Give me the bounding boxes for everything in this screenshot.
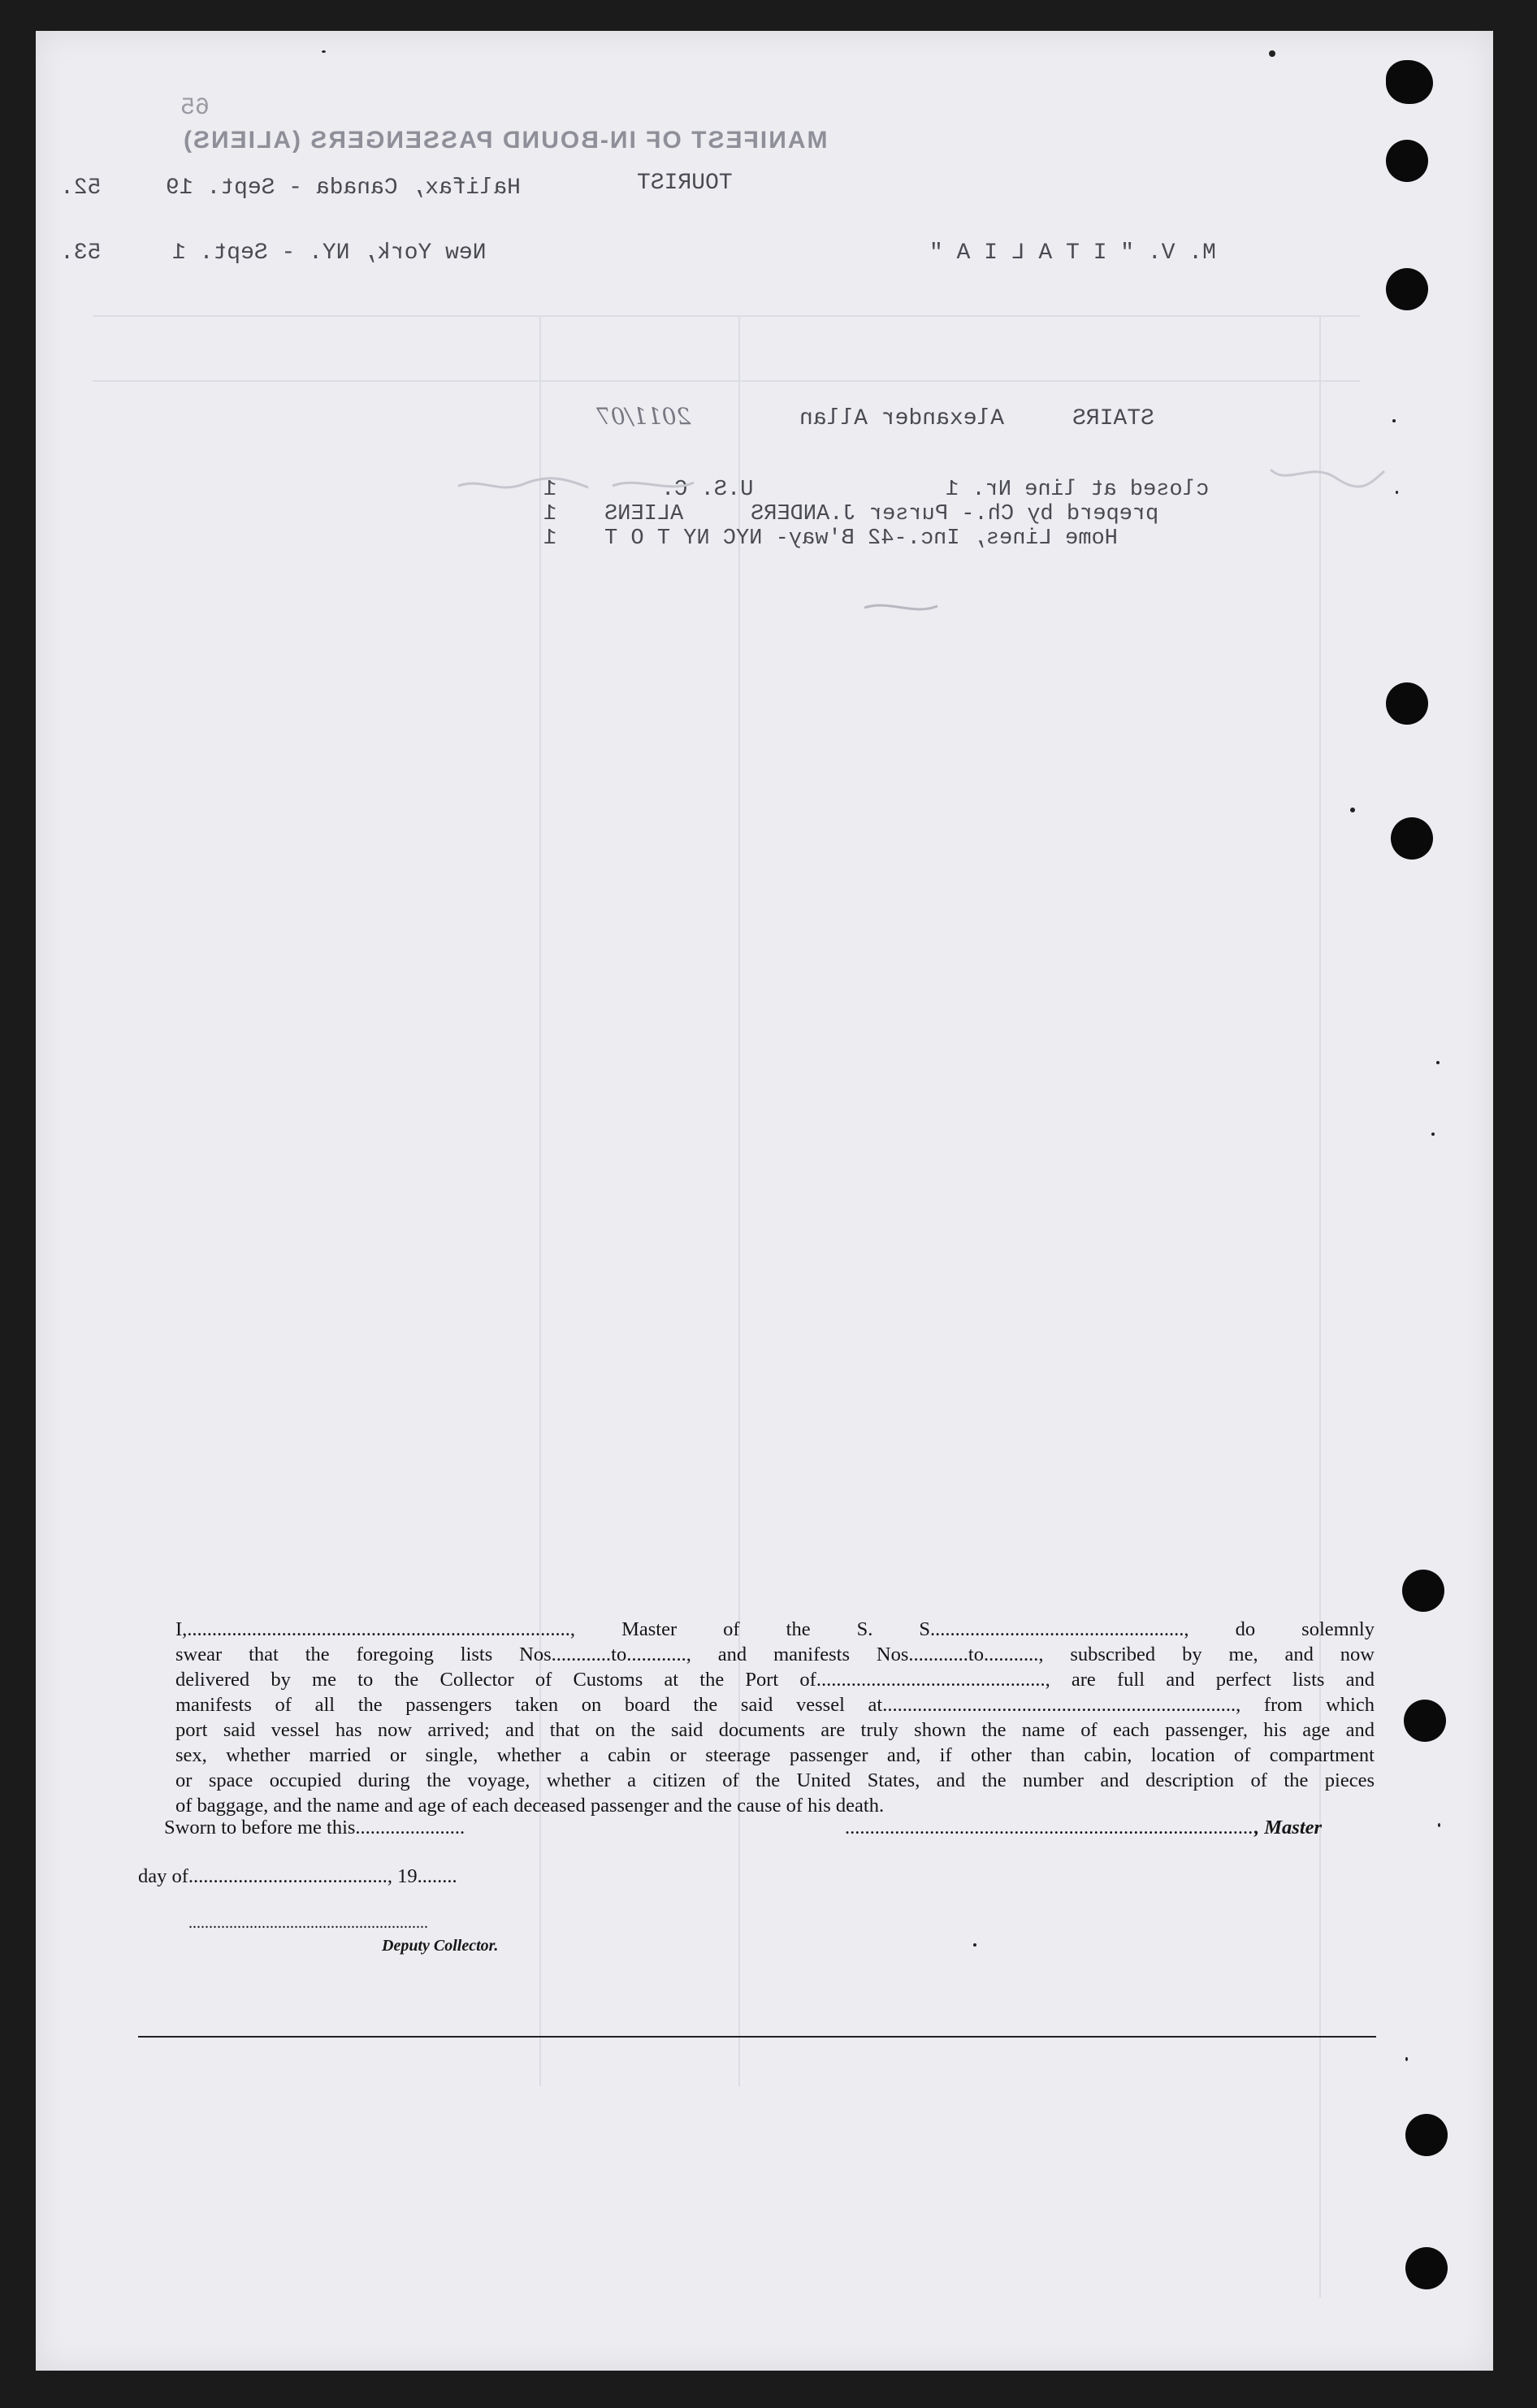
punch-hole [1386, 140, 1428, 182]
punch-hole [1386, 682, 1428, 725]
closing-line-2-right: ALIENS [604, 502, 684, 526]
line-52-num: 52. [60, 175, 102, 201]
closing-line-3: Home Lines, Inc.-42 B'way- NYC NY T O T [604, 526, 1118, 551]
deputy-label: Deputy Collector. [382, 1937, 499, 1955]
closing-line-2-count: 1 [543, 502, 557, 526]
line-53-num: 53. [60, 240, 102, 266]
bottom-rule [138, 2036, 1376, 2038]
oath-line: port said vessel has now arrived; and that on the said documents are truly shown the name of each passenger, his age and [175, 1719, 1375, 1741]
grid-line [93, 380, 1360, 382]
faint-scribbles [426, 453, 1401, 632]
speck [1392, 419, 1396, 422]
speck [1269, 50, 1275, 57]
oath-line: I,............................................................................., Master of the S. S..................................................., do solemnly [175, 1618, 1375, 1640]
oath-line: sex, whether married or single, whether a cabin or steerage passenger and, if other than cabin, location of compartment [175, 1744, 1375, 1766]
page-number: 65 [180, 94, 210, 122]
oath-line: or space occupied during the voyage, whether a citizen of the United States, and the number and description of the pieces [175, 1769, 1375, 1791]
speck [1436, 1061, 1440, 1064]
sworn-label: Sworn to before me this...................... [164, 1817, 465, 1838]
speck [973, 1943, 976, 1947]
passenger-entry: STAIRS Alexander Allan [799, 406, 1154, 431]
speck [1350, 808, 1355, 812]
oath-line: delivered by me to the Collector of Customs at the Port of.............................................., are full and perfect lists and [175, 1669, 1375, 1691]
closing-line-3-count: 1 [543, 526, 557, 551]
punch-hole [1386, 60, 1433, 104]
master-signature-line: .................................................................................. [845, 1817, 1253, 1838]
punch-hole [1404, 1700, 1446, 1742]
punch-hole [1391, 817, 1433, 860]
master-label: , Master [1254, 1817, 1323, 1838]
day-of-line: day of........................................, 19........ [138, 1865, 457, 1887]
punch-hole [1405, 2114, 1448, 2156]
closing-line-1-right: U.S. C. [661, 478, 754, 502]
line-52-port: Halifax, Canada - Sept. 19 [166, 175, 521, 201]
oath-paragraph [175, 1617, 1375, 1818]
punch-hole [1402, 1570, 1444, 1612]
closing-line-2: preperd by Ch.- Purser J.ANDERS [751, 502, 1159, 526]
vessel-name: M. V. " I T A L I A " [929, 240, 1216, 266]
handwritten-entry: 2011/07 [596, 403, 691, 430]
speck [1438, 1823, 1440, 1827]
closing-line-1-count: 1 [543, 478, 557, 502]
line-52-class: TOURIST [637, 171, 733, 196]
speck [1396, 491, 1398, 494]
punch-hole [1386, 268, 1428, 310]
oath-line: swear that the foregoing lists Nos............to............, and manifests Nos............to..........., subscribed by me, and now [175, 1644, 1375, 1665]
oath-line: of baggage, and the name and age of each deceased passenger and the cause of his death. [175, 1795, 885, 1817]
speck [322, 50, 326, 53]
deputy-signature-line: ........................................................... [188, 1914, 428, 1932]
line-53-port: New York, NY. - Sept. 1 [172, 240, 487, 266]
oath-line: manifests of all the passengers taken on board the said vessel at......................................................................., from which [175, 1694, 1375, 1716]
speck [1405, 2057, 1408, 2061]
speck [1431, 1133, 1435, 1136]
manifest-page [36, 31, 1493, 2371]
punch-hole [1405, 2247, 1448, 2289]
grid-line [93, 315, 1360, 317]
closing-line-1: closed at line Nr. 1 [946, 478, 1210, 502]
faint-heading: MANIFEST OF IN-BOUND PASSENGERS (ALIENS) [182, 127, 828, 154]
